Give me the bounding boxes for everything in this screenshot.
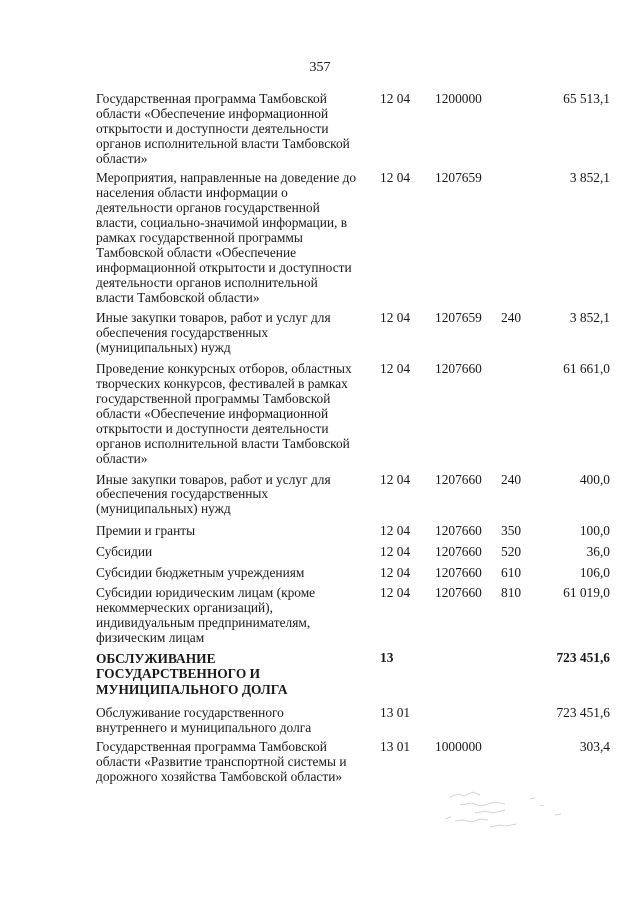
row-target-code: 1207660 [435,522,482,538]
budget-table [96,92,610,785]
row-section-code: 12 04 [380,522,411,538]
table-row [96,362,610,466]
row-section-code: 12 04 [380,585,411,601]
row-section-code: 12 04 [380,170,411,186]
table-row [96,473,610,518]
row-expense-kind: 240 [501,471,522,487]
table-row [96,651,610,698]
table-row [96,311,610,356]
row-amount: 723 451,6 [556,704,610,720]
row-amount: 3 852,1 [569,170,610,186]
row-amount: 100,0 [579,522,610,538]
row-section-code: 13 [380,649,394,665]
table-row [96,586,610,646]
row-name: Проведение конкурсных отборов, областных творческих конкурсов, фестивалей в рамках государственной программы Тамбовской области «Обеспечение информационной открытости и доступности деятельности органов исполнительной власти Тамбовской области» [96,361,352,466]
row-name: Мероприятия, направленные на доведение до населения области информации о деятельности органов государственной власти, социально-значимой информации, в рамках государственной программы Тамбовской области «Обеспечение информационной открытости и доступности деятельности органов исполнительной власти Тамбовской области» [96,170,357,305]
row-name: Обслуживание государственного внутреннего и муниципального долга [96,704,312,735]
table-row [96,524,610,539]
table-row [96,706,610,736]
page-number: 357 [309,60,331,75]
row-amount: 61 019,0 [563,585,610,601]
row-target-code: 1200000 [435,91,482,106]
row-amount: 723 451,6 [556,649,610,665]
row-amount: 106,0 [579,564,610,580]
row-section-code: 12 04 [380,361,411,377]
row-section-code: 13 01 [380,704,411,720]
row-expense-kind: 810 [501,585,522,601]
row-target-code: 1207660 [435,361,482,377]
row-expense-kind: 520 [501,543,522,559]
row-name: Субсидии юридическим лицам (кроме некоммерческих организаций), индивидуальным предпринимателям, физическим лицам [96,585,316,646]
row-name: Иные закупки товаров, работ и услуг для обеспечения государственных (муниципальных) нужд [96,310,331,356]
row-expense-kind: 610 [501,564,522,580]
table-row [96,171,610,305]
row-target-code: 1207660 [435,471,482,487]
row-name: Государственная программа Тамбовской области «Развитие транспортной системы и дорожного хозяйства Тамбовской области» [96,738,347,784]
row-amount: 61 661,0 [563,361,610,377]
row-section-code: 12 04 [380,310,411,326]
row-amount: 65 513,1 [563,91,610,106]
row-target-code: 1207660 [435,564,482,580]
row-name: Иные закупки товаров, работ и услуг для обеспечения государственных (муниципальных) нужд [96,471,331,517]
row-name: Субсидии [96,543,153,559]
table-row [96,566,610,581]
table-row [96,92,610,167]
row-section-code: 12 04 [380,91,411,106]
row-target-code: 1207659 [435,310,482,326]
row-amount: 36,0 [586,543,610,559]
table-row [96,545,610,560]
row-target-code: 1000000 [435,738,482,754]
row-section-code: 12 04 [380,564,411,580]
row-expense-kind: 240 [501,310,522,326]
table-row [96,740,610,785]
row-target-code: 1207660 [435,585,482,601]
faint-stamp-mark [430,785,580,835]
row-section-code: 12 04 [380,471,411,487]
row-name: Государственная программа Тамбовской области «Обеспечение информационной открытости и доступности деятельности органов исполнительной власти Тамбовской области» [96,91,350,166]
row-amount: 303,4 [579,738,610,754]
row-amount: 3 852,1 [569,310,610,326]
row-amount: 400,0 [579,471,610,487]
row-expense-kind: 350 [501,522,522,538]
row-section-code: 12 04 [380,543,411,559]
row-name: Субсидии бюджетным учреждениям [96,564,305,580]
row-name: ОБСЛУЖИВАНИЕ ГОСУДАРСТВЕННОГО И МУНИЦИПАЛЬНОГО ДОЛГА [96,650,288,697]
row-target-code: 1207660 [435,543,482,559]
row-target-code: 1207659 [435,170,482,186]
row-name: Премии и гранты [96,522,196,538]
row-section-code: 13 01 [380,738,411,754]
